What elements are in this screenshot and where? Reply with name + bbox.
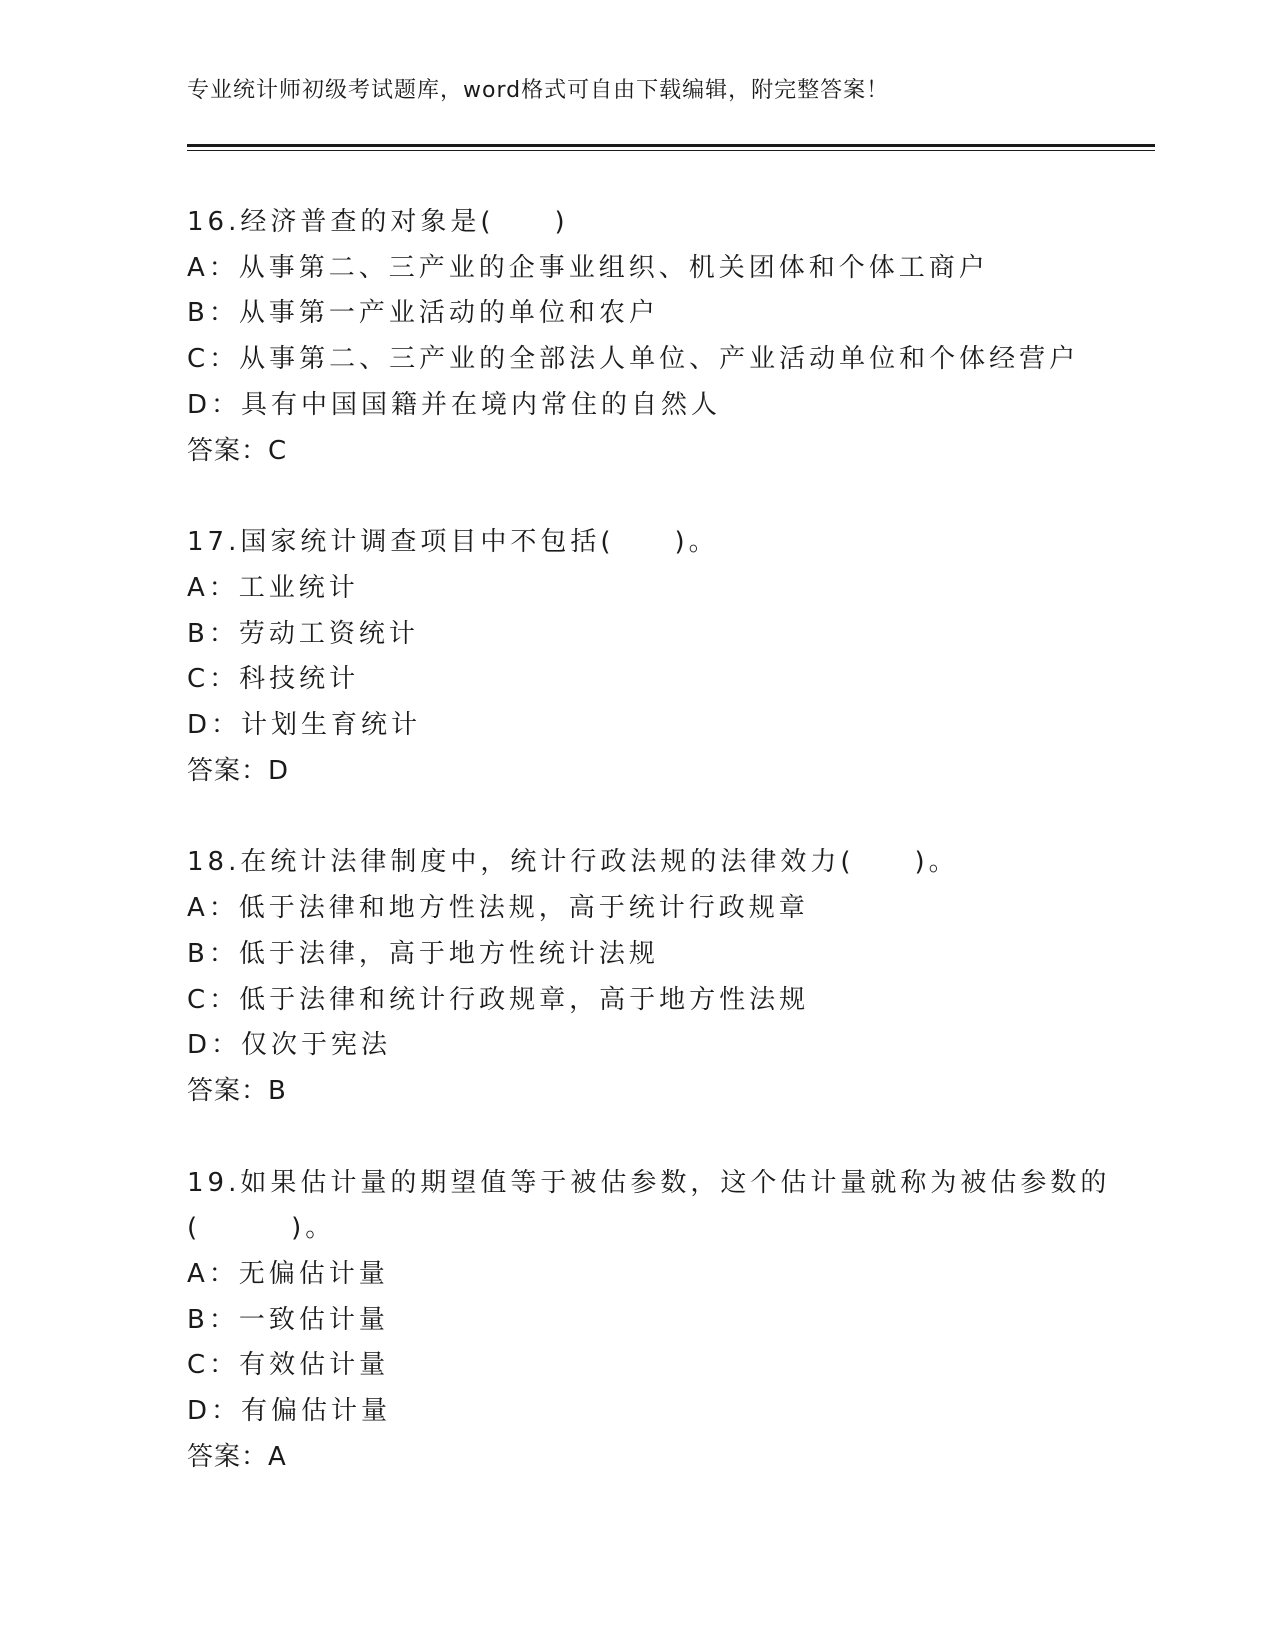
option-b: B：低于法律，高于地方性统计法规 [187, 938, 659, 969]
option-b: B：劳动工资统计 [187, 618, 419, 649]
option-a: A：无偏估计量 [187, 1259, 389, 1290]
option-d: D：有偏估计量 [187, 1396, 392, 1427]
option-a: A：工业统计 [187, 572, 359, 603]
question-16 [187, 200, 1147, 474]
question-stem: 18.在统计法律制度中，统计行政法规的法律效力( )。 [187, 847, 959, 878]
option-a: A：从事第二、三产业的企事业组织、机关团体和个体工商户 [187, 252, 989, 283]
header-divider-thin [187, 150, 1155, 151]
answer: 答案：B [187, 1075, 287, 1106]
page-header: 专业统计师初级考试题库，word格式可自由下载编辑，附完整答案！ [187, 78, 890, 103]
question-18 [187, 840, 1147, 1114]
answer: 答案：C [187, 435, 288, 466]
question-list [187, 200, 1147, 1527]
question-stem: 19.如果估计量的期望值等于被估参数，这个估计量就称为被估参数的( )。 [187, 1167, 1111, 1244]
option-d: D：仅次于宪法 [187, 1030, 392, 1061]
option-c: C：低于法律和统计行政规章，高于地方性法规 [187, 984, 810, 1015]
header-divider-thick [187, 144, 1155, 147]
option-c: C：有效估计量 [187, 1350, 390, 1381]
answer: 答案：D [187, 755, 290, 786]
question-stem: 17.国家统计调查项目中不包括( )。 [187, 527, 719, 558]
option-b: B：从事第一产业活动的单位和农户 [187, 298, 659, 329]
option-b: B：一致估计量 [187, 1304, 389, 1335]
option-a: A：低于法律和地方性法规，高于统计行政规章 [187, 893, 809, 924]
question-17 [187, 520, 1147, 794]
question-stem: 16.经济普查的对象是( ) [187, 207, 569, 237]
option-d: D：具有中国国籍并在境内常住的自然人 [187, 389, 722, 420]
answer: 答案：A [187, 1441, 287, 1472]
option-c: C：科技统计 [187, 664, 360, 695]
option-c: C：从事第二、三产业的全部法人单位、产业活动单位和个体经营户 [187, 344, 1080, 375]
option-d: D：计划生育统计 [187, 710, 422, 741]
question-19 [187, 1161, 1147, 1481]
